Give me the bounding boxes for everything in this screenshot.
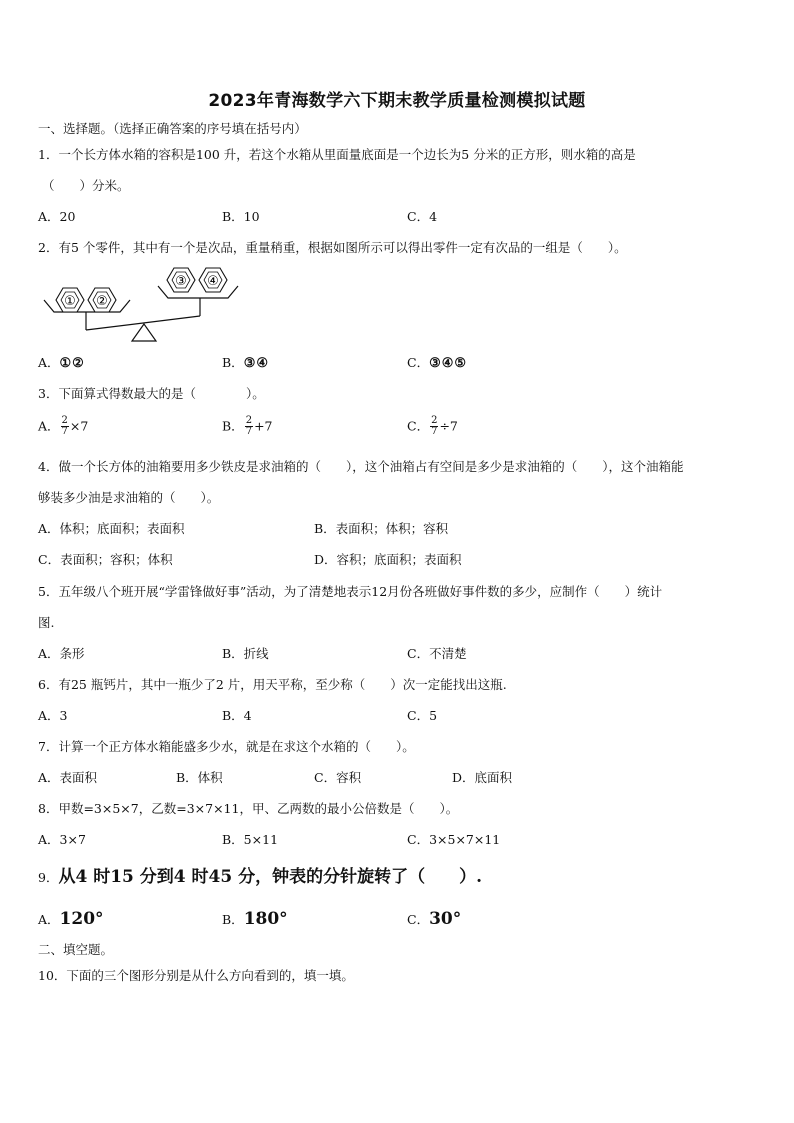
q3-option-c[interactable]	[407, 416, 458, 437]
part-label-3: ③	[175, 274, 187, 289]
q6-option-b[interactable]: B．4	[222, 708, 252, 723]
question-1-text-cont: （ ）分米。	[42, 178, 130, 193]
q9-option-a[interactable]	[38, 908, 104, 930]
option-value: ③④	[243, 356, 269, 371]
q1-option-a[interactable]: A．20	[38, 209, 76, 224]
q5-option-b[interactable]: B．折线	[222, 646, 269, 661]
section-choice-heading: 一、选择题。（选择正确答案的序号填在括号内）	[38, 121, 307, 136]
option-value: ①②	[59, 356, 85, 371]
q1-option-b[interactable]: B．10	[222, 209, 260, 224]
part-label-1: ①	[64, 294, 76, 309]
option-label: A．	[38, 912, 60, 927]
fraction-denominator: 7	[245, 426, 253, 437]
option-value: 180°	[243, 909, 288, 929]
q8-option-a[interactable]: A．3×7	[38, 832, 86, 847]
question-3-text: 3．下面算式得数最大的是（ ）。	[38, 386, 265, 401]
question-2-text: 2．有5 个零件，其中有一个是次品，重量稍重，根据如图所示可以得出零件一定有次品的一组是（ ）。	[38, 240, 627, 255]
part-label-2: ②	[96, 294, 108, 309]
operator-term: ×7	[69, 418, 89, 434]
q4-option-c[interactable]: C．表面积；容积；体积	[38, 552, 173, 567]
question-body: 从4 时15 分到4 时45 分，钟表的分针旋转了（ ）.	[58, 867, 483, 887]
operator-term: +7	[254, 418, 273, 434]
q6-option-a[interactable]: A．3	[38, 708, 68, 723]
q7-option-a[interactable]: A．表面积	[38, 770, 98, 785]
question-4-text: 4．做一个长方体的油箱要用多少铁皮是求油箱的（ ），这个油箱占有空间是多少是求油箱的（ ），这个油箱能	[38, 459, 684, 474]
option-label: A．	[38, 418, 60, 434]
question-8-text: 8．甲数=3×5×7，乙数=3×7×11，甲、乙两数的最小公倍数是（ ）。	[38, 801, 459, 816]
option-label: C．	[407, 912, 430, 927]
option-label: B．	[222, 912, 244, 927]
q1-option-c[interactable]: C．4	[407, 209, 438, 224]
q9-option-c[interactable]	[407, 908, 461, 930]
option-label: B．	[222, 355, 244, 370]
q8-option-c[interactable]: C．3×5×7×11	[407, 832, 501, 847]
fraction	[430, 416, 438, 437]
question-5-text-cont: 图.	[38, 615, 55, 630]
question-6-text: 6．有25 瓶钙片，其中一瓶少了2 片，用天平称，至少称（ ）次一定能找出这瓶.	[38, 677, 507, 692]
section-fill-heading: 二、填空题。	[38, 942, 114, 957]
q4-option-d[interactable]: D．容积；底面积；表面积	[314, 552, 462, 567]
balance-scale-figure	[40, 264, 250, 346]
option-label: A．	[38, 355, 60, 370]
q7-option-d[interactable]: D．底面积	[452, 770, 513, 785]
q7-option-b[interactable]: B．体积	[176, 770, 223, 785]
page-title: 2023年青海数学六下期末教学质量检测模拟试题	[208, 91, 586, 111]
option-label: B．	[222, 418, 244, 434]
fraction-denominator: 7	[431, 426, 438, 437]
q6-option-c[interactable]: C．5	[407, 708, 438, 723]
question-5-text: 5．五年级八个班开展“学雷锋做好事”活动，为了清楚地表示12月份各班做好事件数的多少，应制作（ ）统计	[38, 584, 663, 599]
q7-option-c[interactable]: C．容积	[314, 770, 362, 785]
q5-option-c[interactable]: C．不清楚	[407, 646, 467, 661]
q9-option-b[interactable]	[222, 908, 288, 930]
fraction-numerator: 2	[61, 415, 68, 426]
q4-option-a[interactable]: A．体积；底面积；表面积	[38, 521, 185, 536]
q5-option-a[interactable]: A．条形	[38, 646, 85, 661]
part-label-4: ④	[207, 274, 219, 289]
fraction	[61, 416, 69, 437]
q2-option-c[interactable]	[407, 355, 467, 372]
question-7-text: 7．计算一个正方体水箱能盛多少水，就是在求这个水箱的（ ）。	[38, 739, 415, 754]
question-1-text: 1．一个长方体水箱的容积是100 升，若这个水箱从里面量底面是一个边长为5 分米的正方形，则水箱的高是	[38, 147, 636, 162]
fraction-numerator: 2	[245, 415, 253, 426]
q2-option-b[interactable]	[222, 355, 269, 372]
question-4-text-cont: 够装多少油是求油箱的（ ）。	[38, 490, 220, 505]
operator-term: ÷7	[439, 418, 458, 434]
question-9-text	[38, 866, 482, 888]
question-number: 9．	[38, 870, 59, 885]
q8-option-b[interactable]: B．5×11	[222, 832, 279, 847]
fraction-denominator: 7	[61, 426, 68, 437]
fraction-numerator: 2	[431, 415, 438, 426]
option-value: 30°	[429, 909, 462, 929]
q2-option-a[interactable]	[38, 355, 85, 372]
question-10-text: 10．下面的三个图形分别是从什么方向看到的，填一填。	[38, 968, 354, 983]
q4-option-b[interactable]: B．表面积；体积；容积	[314, 521, 449, 536]
fraction	[245, 416, 253, 437]
option-label: C．	[407, 355, 430, 370]
q3-option-a[interactable]	[38, 416, 88, 437]
option-label: C．	[407, 418, 430, 434]
q3-option-b[interactable]	[222, 416, 273, 437]
option-value: ③④⑤	[429, 356, 468, 371]
option-value: 120°	[59, 909, 104, 929]
